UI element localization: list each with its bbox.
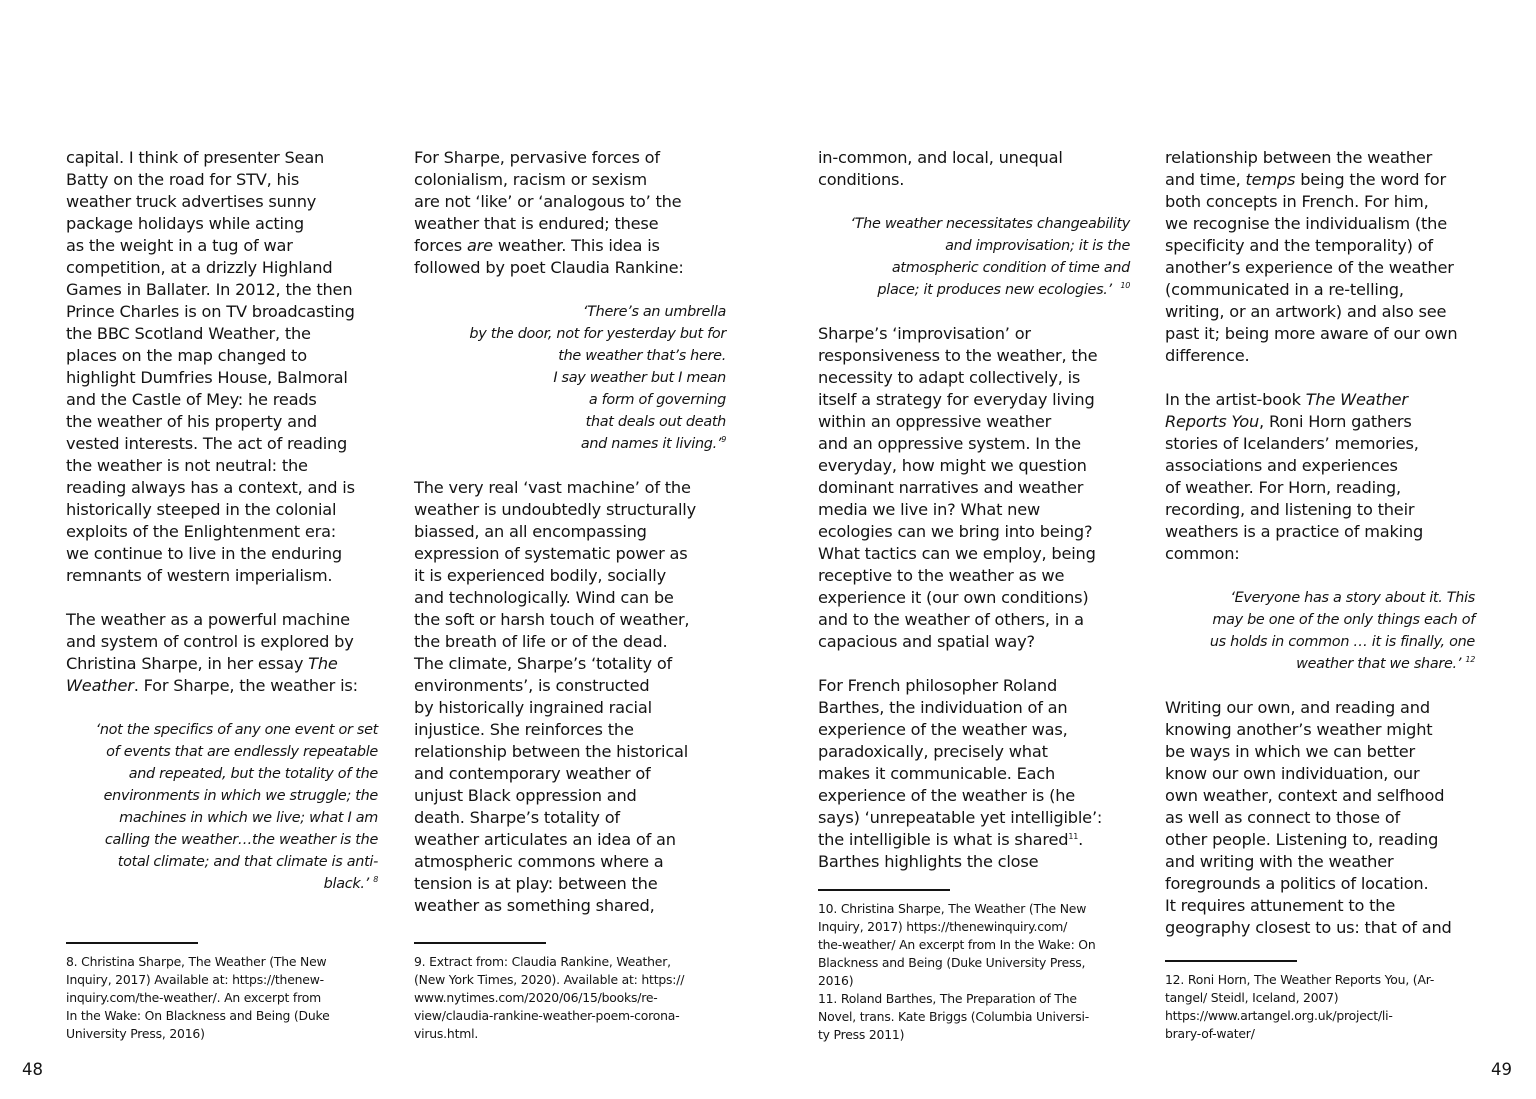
paragraph: In the artist-book The Weather Reports You, Roni Horn gathers stories of Icelanders’ memories, associations and experiences of weather. For Horn, reading, recording, and listening to their weathers is a practice of making common: [1165,390,1424,563]
footnote-rule [414,942,546,944]
footnote-12 [1165,960,1485,1043]
book-title: The Weather [1305,390,1408,409]
footnote-marker: 10 [1120,281,1130,290]
block-quote: ‘not the specifics of any one event or set of events that are endlessly repeatable and repeated, but the totality of the environments in which we struggle; the machines in which we live; what I am calling the weather…the weather is the total climate; and that climate is anti- black.’ $^8$ [95,722,378,892]
book-title: Reports You [1165,412,1260,431]
block-quote: ‘Everyone has a story about it. This may be one of the only things each of us holds in common … it is finally, one weather that we share.’ $^{12}$ [1209,590,1475,672]
essay-title: Weather [66,676,134,695]
column-1 [66,147,378,917]
column-2 [414,147,726,917]
paragraph: in-common, and local, unequal conditions. [818,148,1063,189]
footnote-text: 12. Roni Horn, The Weather Reports You, (Ar- tangel/ Steidl, Iceland, 2007) https://www.artangel.org.uk/project/li- brary-of-water/ [1165,972,1435,1041]
footnote-rule [818,889,950,891]
footnote-text: 10. Christina Sharpe, The Weather (The New Inquiry, 2017) https://thenewinquiry.com/ the-weather/ An excerpt from In the Wake: On Blackness and Being (Duke University Press, 2016) [818,901,1096,988]
page-number-right: 49 [1491,1060,1512,1079]
poem-quote: ‘There’s an umbrella by the door, not for yesterday but for the weather that’s here. I say weather but I mean a form of governing that deals out death and names it living.’$^9$ [469,304,726,452]
footnote-rule [66,942,198,944]
footnote-text: 8. Christina Sharpe, The Weather (The New Inquiry, 2017) Available at: https://thenew- inquiry.com/the-weather/. An excerpt from In the Wake: On Blackness and Being (Duke University Press, 2016) [66,954,330,1041]
paragraph: The weather as a powerful machine and system of control is explored by Christina Sharpe, in her essay The Weather. For Sharpe, the weather is: [66,610,358,695]
essay-title: The [308,654,338,673]
footnotes-10-11 [818,889,1138,1044]
block-quote: ‘The weather necessitates changeability and improvisation; it is the atmospheric condition of time and place; it produces new ecologies.’ $^{10}$ [850,216,1130,298]
paragraph: Writing our own, and reading and knowing another’s weather might be ways in which we can better know our own individuation, our own weather, context and selfhood as well as connect to those of other people. Listening to, reading and writing with the weather foregrounds a politics of location. It requires attunement to the geography closest to us: that of and [1165,698,1452,937]
paragraph: The very real ‘vast machine’ of the weather is undoubtedly structurally biassed, an all encompassing expression of systematic power as it is experienced bodily, socially and technologically. Wind can be the soft or harsh touch of weather, the breath of life or of the dead. The climate, Sharpe’s ‘totality of environments’, is constructed by historically ingrained racial injustice. She reinforces the relationship between the historical and contemporary weather of unjust Black oppression and death. Sharpe’s totality of weather articulates an idea of an atmospheric commons where a tension is at play: between the weather as something shared, [414,478,696,915]
footnote-9 [414,942,734,1043]
footnote-marker: 8 [373,875,378,884]
footnote-rule [1165,960,1297,962]
column-4 [1165,147,1475,939]
paragraph: relationship between the weather and time, temps being the word for both concepts in French. For him, we recognise the individualism (the specificity and the temporality) of another’s experience of the weather (communicated in a re-telling, writing, or an artwork) and also see past it; being more aware of our own difference. [1165,148,1458,365]
paragraph: For French philosopher Roland Barthes, the individuation of an experience of the weather was, paradoxically, precisely what makes it communicable. Each experience of the weather is (he says) ‘unrepeatable yet intelligible’: the intelligible is what is shared$^{11}$. Barthes highlights the close [818,676,1103,871]
footnote-8 [66,942,386,1043]
paragraph: Sharpe’s ‘improvisation’ or responsiveness to the weather, the necessity to adapt collectively, is itself a strategy for everyday living within an oppressive weather and an oppressive system. In the everyday, how might we question dominant narratives and weather media we live in? What new ecologies can we bring into being? What tactics can we employ, being receptive to the weather as we experience it (our own conditions) and to the weather of others, in a capacious and spatial way? [818,324,1098,651]
column-3 [818,147,1130,873]
footnote-marker: 9 [721,435,726,444]
page-number-left: 48 [22,1060,43,1079]
paragraph: capital. I think of presenter Sean Batty on the road for STV, his weather truck advertises sunny package holidays while acting as the weight in a tug of war competition, at a drizzly Highland Games in Ballater. In 2012, the then Prince Charles is on TV broadcasting the BBC Scotland Weather, the places on the map changed to highlight Dumfries House, Balmoral and the Castle of Mey: he reads the weather of his property and vested interests. The act of reading the weather is not neutral: the reading always has a context, and is historically steeped in the colonial exploits of the Enlightenment era: we continue to live in the enduring remnants of western imperialism. [66,148,355,585]
footnote-marker: 12 [1465,655,1475,664]
paragraph: For Sharpe, pervasive forces of colonialism, racism or sexism are not ‘like’ or ‘analogous to’ the weather that is endured; these forces are weather. This idea is followed by poet Claudia Rankine: [414,148,684,277]
footnote-text: 11. Roland Barthes, The Preparation of The Novel, trans. Kate Briggs (Columbia Universi- ty Press 2011) [818,991,1089,1042]
footnote-marker: 11 [1068,832,1079,841]
footnote-text: 9. Extract from: Claudia Rankine, Weather, (New York Times, 2020). Available at: https:// www.nytimes.com/2020/06/15/books/re- view/claudia-rankine-weather-poem-corona- virus.html. [414,954,685,1041]
